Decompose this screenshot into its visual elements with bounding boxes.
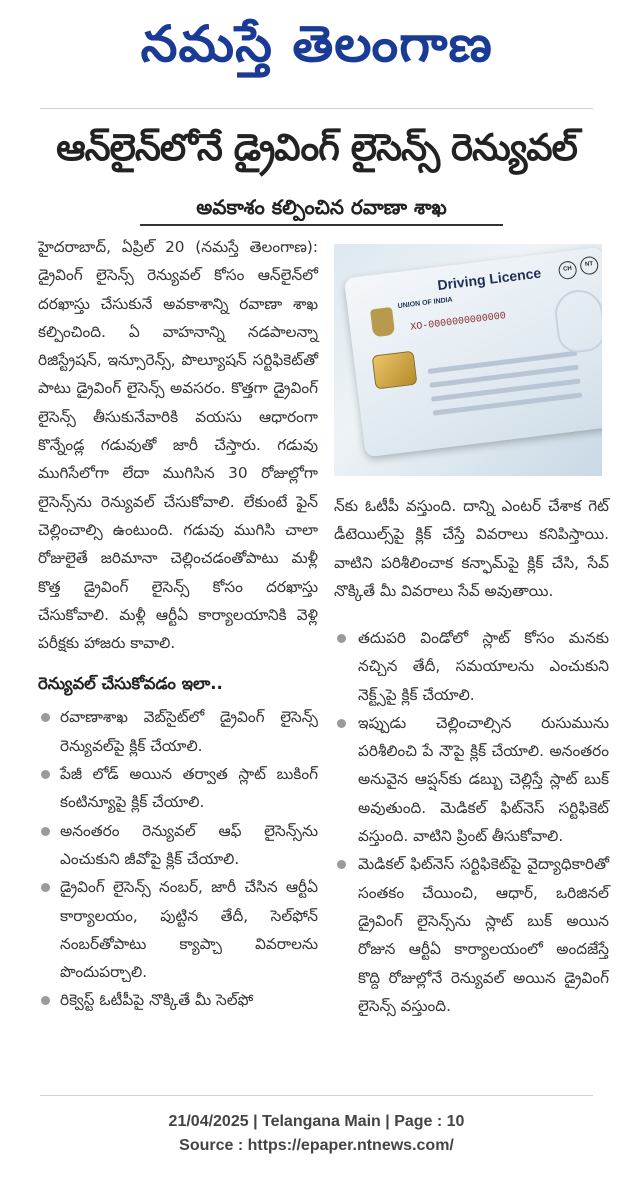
divider: [40, 108, 593, 109]
divider: [40, 1095, 593, 1096]
face-outline-icon: [552, 287, 602, 354]
footer-meta: 21/04/2025 | Telangana Main | Page : 10: [168, 1113, 465, 1130]
article-column-right: [334, 624, 609, 1020]
licence-card: [344, 247, 602, 457]
steps-list-right: [334, 624, 609, 1020]
list-item: పేజీ లోడ్ అయిన తర్వాత స్లాట్ బుకింగ్ కంటిన్యూపై క్లిక్ చేయాలి.: [38, 760, 318, 817]
badge-nt: NT: [579, 255, 599, 275]
list-item: అనంతరం రెన్యువల్ ఆఫ్ లైసెన్స్‌ను ఎంచుకుని జీవోపై క్లిక్ చేయాలి.: [38, 817, 318, 874]
article-intro: హైదరాబాద్, ఏప్రిల్ 20 (నమస్తే తెలంగాణ): డ్రైవింగ్ లైసెన్స్ రెన్యువల్ కోసం ఆన్‌లైన్‌లో దరఖాస్తు చేసుకునే అవకాశాన్ని రవాణా శాఖ కల్పించింది. ఏ వాహనాన్ని నడపాలన్నా రిజిస్ట్రేషన్, ఇన్సూరెన్స్, పొల్యూషన్ సర్టిఫికెట్‌తో పాటు డ్రైవింగ్ లైసెన్స్ అవసరం. కొత్తగా డ్రైవింగ్ లైసెన్స్ తీసుకునేవారికి వయసు ఆధారంగా కొన్నేండ్ల గడువుతో జారీ చేస్తారు. గడువు ముగిసేలోగా లేదా ముగిసిన 30 రోజుల్లోగా లైసెన్స్‌ను రెన్యువల్ చేసుకోవాలి. లేకుంటే ఫైన్ చెల్లించాల్సి ఉంటుంది. గడువు ముగిసి చాలా రోజులైతే జరిమానా చెల్లించడంతోపాటు మళ్లీ కొత్త డ్రైవింగ్ లైసెన్స్ కోసం దరఖాస్తు చేసుకోవాలి. మళ్లీ ఆర్టీఏ కార్యాలయానికి వెళ్లి పరీక్షకు హాజరు కావాలి.: [38, 238, 318, 653]
list-item: రవాణాశాఖ వెబ్‌సైట్‌లో డ్రైవింగ్ లైసెన్స్ రెన్యువల్‌పై క్లిక్ చేయాలి.: [38, 703, 318, 760]
list-item: మెడికల్ ఫిట్‌నెస్ సర్టిఫికెట్‌పై వైద్యాధికారితో సంతకం చేయించి, ఆధార్, ఒరిజినల్ డ్రైవింగ్ లైసెన్స్‌ను స్లాట్ బుక్ అయిన రోజున ఆర్టీఏ కార్యాలయంలో అందజేస్తే కొద్ది రోజుల్లోనే రెన్యువల్ అయిన డ్రైవింగ్ లైసెన్స్ వస్తుంది.: [334, 850, 609, 1020]
list-item: తదుపరి విండోలో స్లాట్ కోసం మనకు నచ్చిన తేదీ, సమయాలను ఎంచుకుని నెక్ట్స్‌పై క్లిక్ చేయాలి.: [334, 624, 609, 709]
list-item: రిక్వెస్ట్ ఓటీపీపై నొక్కితే మీ సెల్‌ఫో: [38, 986, 318, 1014]
article-column-left: [38, 233, 318, 1015]
section-heading: రెన్యువల్ చేసుకోవడం ఇలా..: [38, 674, 223, 694]
steps-list-left: [38, 703, 318, 1014]
card-title: Driving Licence: [436, 264, 542, 294]
newspaper-masthead: [0, 0, 633, 96]
driving-licence-photo: [334, 244, 602, 476]
article-headline: ఆన్‌లైన్‌లోనే డ్రైవింగ్ లైసెన్స్ రెన్యువల్: [56, 126, 577, 169]
article-continuation: న్‌కు ఓటీపీ వస్తుంది. దాన్ని ఎంటర్ చేశాక గెట్ డీటెయిల్స్‌పై క్లిక్ చేస్తే వివరాలు కనిపిస్తాయి. వాటిని పరిశీలించాక కన్ఫామ్‌పై క్లిక్ చేసి, సేవ్ నొక్కితే మీ వివరాలు సేవ్ అవుతాయి.: [334, 497, 609, 600]
footer-source: Source : https://epaper.ntnews.com/: [179, 1137, 454, 1154]
card-number: XO-0000000000000: [409, 311, 507, 334]
list-item: డ్రైవింగ్ లైసెన్స్ నంబర్, జారీ చేసిన ఆర్టీఏ కార్యాలయం, పుట్టిన తేదీ, సెల్‌ఫోన్ నంబర్‌తోపాటు క్యాప్చా వివరాలను పొందుపర్చాలి.: [38, 873, 318, 986]
card-text-lines: [428, 351, 584, 425]
article-subheadline: అవకాశం కల్పించిన రవాణా శాఖ: [140, 192, 503, 226]
list-item: ఇప్పుడు చెల్లించాల్సిన రుసుమును పరిశీలించి పే నౌపై క్లిక్ చేయాలి. అనంతరం అనువైన ఆప్షన్‌కు డబ్బు చెల్లిస్తే స్లాట్ బుక్ అవుతుంది. మెడికల్ ఫిట్‌నెస్ సర్టిఫికెట్ వస్తుంది. వాటిని ప్రింట్ తీసుకోవాలి.: [334, 709, 609, 850]
emblem-icon: [370, 307, 395, 337]
chip-icon: [372, 351, 418, 390]
masthead-title: నమస్తే తెలంగాణ: [140, 14, 493, 73]
badge-ch: CH: [558, 260, 578, 280]
article-column-right-top: [334, 492, 609, 605]
card-union-label: UNION OF INDIA: [397, 296, 454, 311]
